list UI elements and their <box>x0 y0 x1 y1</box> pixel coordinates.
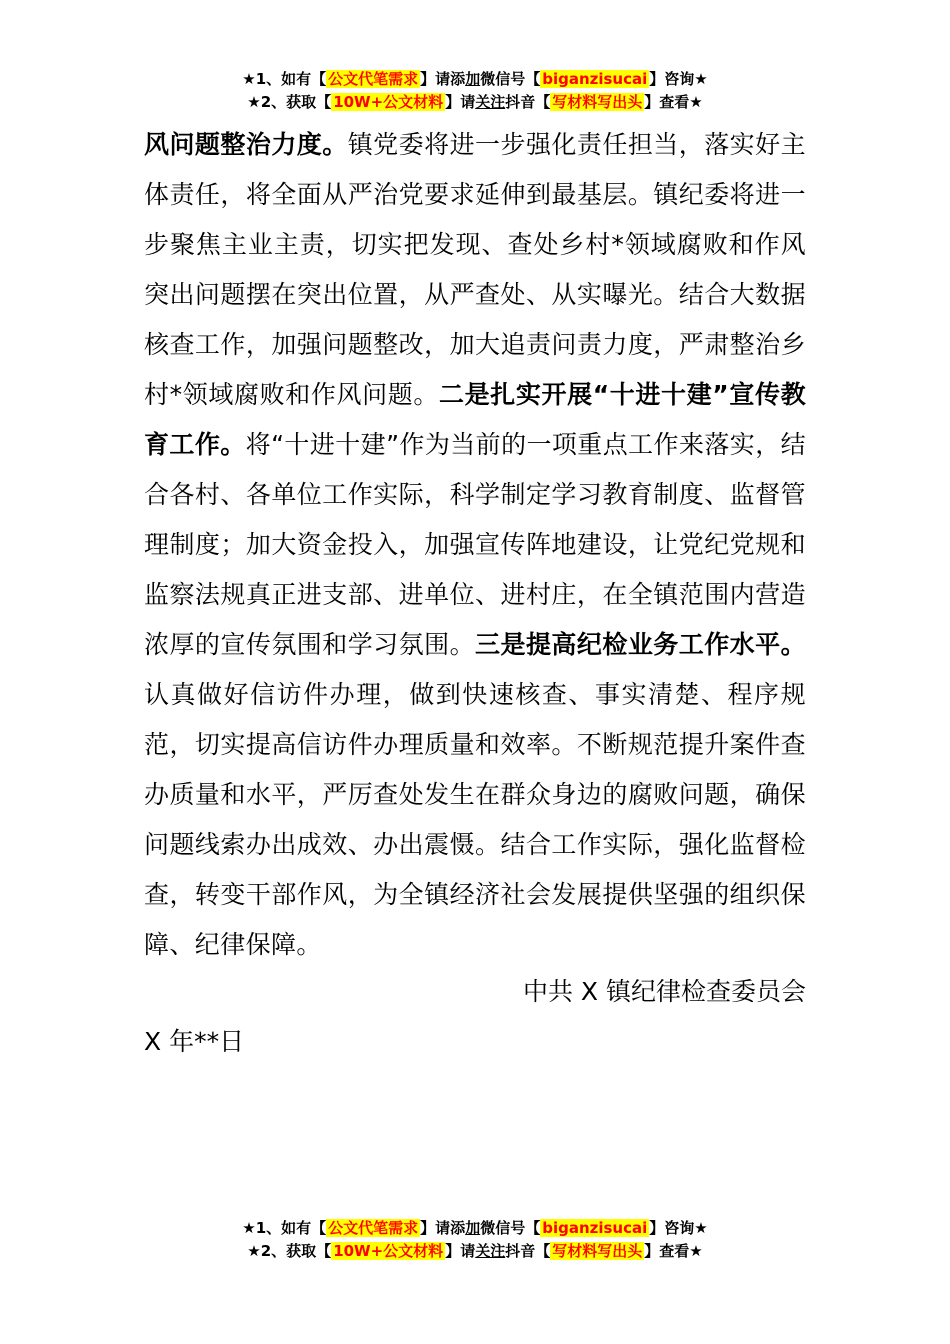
footer-banner <box>0 1217 950 1263</box>
date: X 年**日 <box>144 1027 245 1056</box>
body-text-1: 镇党委将进一步强化责任担当，落实好主体责任，将全面从严治党要求延伸到最基层。镇纪委将进一步聚焦主业主责，切实把发现、查处乡村*领域腐败和作风突出问题摆在突出位置，从严查处、从实曝光。结合大数据核查工作，加强问题整改，加大追责问责力度，严肃整治乡村*领域腐败和作风问题。 <box>144 130 807 409</box>
highlight-douyin: 写材料写出头 <box>552 93 643 111</box>
highlight-materials: 10W+公文材料 <box>333 93 444 111</box>
header-banner <box>0 68 950 114</box>
bold-heading-2: 二是扎实开展“十进十建”宣传教育工作。 <box>144 380 806 459</box>
bold-heading-1: 风问题整治力度。 <box>144 130 348 159</box>
highlight-douyin: 写材料写出头 <box>552 1242 643 1260</box>
highlight-service: 公文代笔需求 <box>328 1219 419 1237</box>
highlight-service: 公文代笔需求 <box>328 70 419 88</box>
banner-line-1: ★1、如有【 公文代笔需求 】请添加微信号【 biganzisucai 】咨询★ <box>242 1219 708 1237</box>
bold-heading-3: 三是提高纪检业务工作水平。 <box>475 630 806 659</box>
banner-line-2: ★2、获取【 10W+公文材料 】请关注抖音【 写材料写出头 】查看★ <box>247 1242 703 1260</box>
banner-line-2: ★2、获取【 10W+公文材料 】请关注抖音【 写材料写出头 】查看★ <box>247 93 703 111</box>
highlight-wechat-id: biganzisucai <box>542 70 648 88</box>
body-text-2: 将“十进十建”作为当前的一项重点工作来落实，结合各村、各单位工作实际，科学制定学习教育制度、监督管理制度；加大资金投入，加强宣传阵地建设，让党纪党规和监察法规真正进支部、进单位、进村庄，在全镇范围内营造浓厚的宣传氛围和学习氛围。 <box>144 430 806 659</box>
body-text-3: 认真做好信访件办理，做到快速核查、事实清楚、程序规范，切实提高信访件办理质量和效率。不断规范提升案件查办质量和水平，严厉查处发生在群众身边的腐败问题，确保问题线索办出成效、办出震慑。结合工作实际，强化监督检查，转变干部作风，为全镇经济社会发展提供坚强的组织保障、纪律保障。 <box>144 680 806 959</box>
highlight-wechat-id: biganzisucai <box>542 1219 648 1237</box>
banner-line-1: ★1、如有【 公文代笔需求 】请添加微信号【 biganzisucai 】咨询★ <box>242 70 708 88</box>
signature: 中共 X 镇纪律检查委员会 <box>522 977 806 1006</box>
highlight-materials: 10W+公文材料 <box>333 1242 444 1260</box>
body-paragraph <box>144 120 806 970</box>
